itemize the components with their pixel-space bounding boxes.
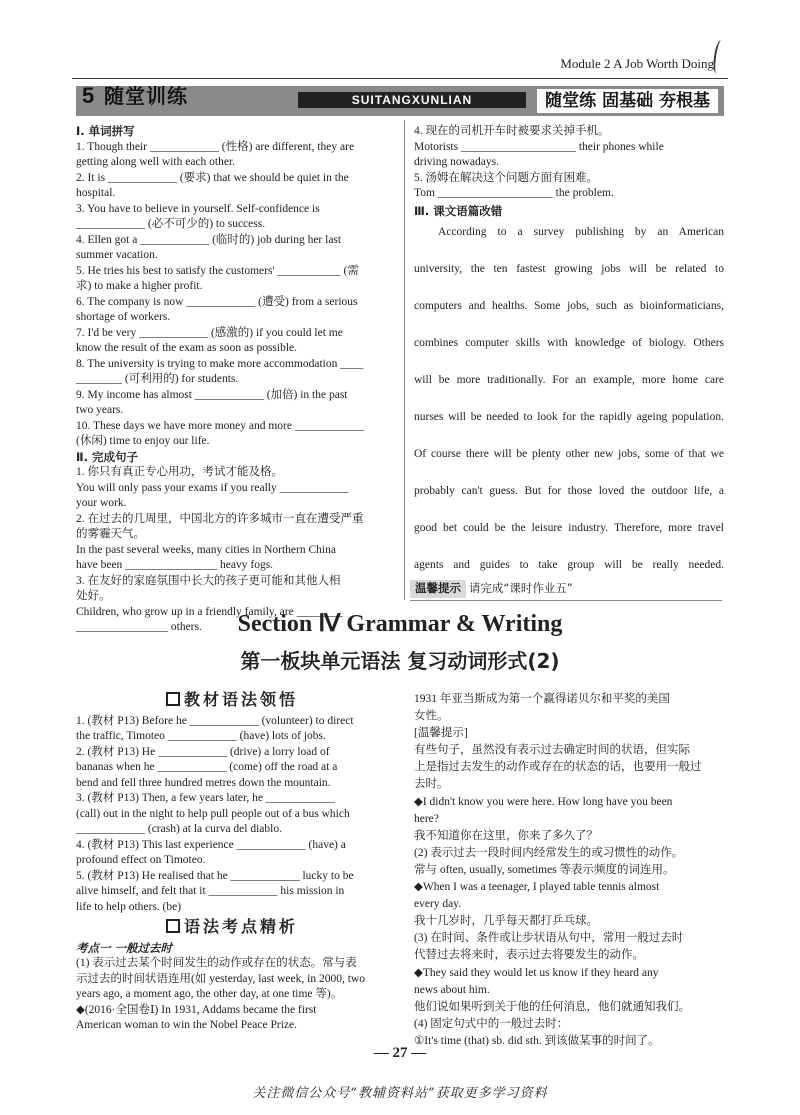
sentence-completion-continued <box>414 124 724 202</box>
grammar-line: (call) out in the night to help pull people out of a bus which <box>76 807 350 820</box>
grammar-line: 5. (教材 P13) He realised that he ____________ lucky to be <box>76 869 354 882</box>
grammar-line: ◆I didn't know you were here. How long have you been <box>414 795 673 808</box>
reminder-text: 请完成“课时作业五” <box>468 581 573 595</box>
exercise-line: 8. The university is trying to make more accommodation ____ <box>76 357 364 370</box>
grammar-line: years ago, a moment ago, the other day, at one time 等)。 <box>76 988 343 1000</box>
section-title: Section Ⅳ Grammar & Writing <box>237 611 563 637</box>
exercise-right-column <box>414 124 724 595</box>
grammar-line: life to help others. (be) <box>76 900 182 913</box>
header-rule <box>72 78 728 79</box>
book-icon <box>166 919 180 933</box>
grammar-line: (4) 固定句式中的一般过去时： <box>414 1017 569 1030</box>
module-header: Module 2 A Job Worth Doing <box>560 56 714 71</box>
grammar-line: alive himself, and felt that it ____________ his mission in <box>76 885 345 897</box>
exercise-line: have been ________________ heavy fogs. <box>76 559 274 571</box>
grammar-line: news about him. <box>414 983 490 996</box>
grammar-line: here? <box>414 812 439 825</box>
grammar-line: ____________ (crash) at la curva del diablo. <box>76 823 282 835</box>
grammar-line: 4. (教材 P13) This last experience ____________ (have) a <box>76 838 346 851</box>
exercise-line: 4. 现在的司机开车时被要求关掉手机。 <box>414 125 610 137</box>
practice-banner <box>76 83 724 116</box>
exercise-line: your work. <box>76 497 127 509</box>
textbook-grammar-title: 教材语法领悟 <box>183 690 298 709</box>
exercise-line: shortage of workers. <box>76 311 171 323</box>
exercise-line: 求) to make a higher profit. <box>76 280 203 292</box>
essay-line: Of course there will be plenty other new jobs, some of that we <box>414 448 724 460</box>
grammar-line: profound effect on Timoteo. <box>76 854 206 866</box>
grammar-left-column <box>76 692 388 1034</box>
grammar-line: ①It's time (that) sb. did sth. 到该做某事的时间了。 <box>414 1034 660 1047</box>
exercise-line: ________ (可利用的) for students. <box>76 373 239 385</box>
grammar-line: every day. <box>414 898 462 911</box>
grammar-line: 代替过去将来时，表示过去将要发生的动作。 <box>414 949 644 962</box>
grammar-line: (1) 表示过去某个时间发生的动作或存在的状态。常与表 <box>76 957 357 969</box>
grammar-line: 示过去的时间状语连用(如 yesterday, last week, in 2000, two <box>76 972 365 985</box>
exercise-line: 2. It is ____________ (要求) that we should be quiet in the <box>76 171 349 184</box>
reminder-label: 温馨提示 <box>410 580 466 598</box>
exercise-line: 6. The company is now ____________ (遭受) from a serious <box>76 295 358 308</box>
banner-pinyin: SUITANGXUNLIAN <box>298 92 526 108</box>
exercise-line: 1. Though their ____________ (性格) are different, they are <box>76 140 355 153</box>
exercise-line: (休闲) time to enjoy our life. <box>76 435 210 447</box>
grammar-line: ◆They said they would let us know if they heard any <box>414 966 659 979</box>
exercise-line: summer vacation. <box>76 249 158 261</box>
essay-line: probably can't guess. But for those loved the outdoor life, a <box>414 485 724 497</box>
essay-line: According to a survey publishing by an American <box>438 226 724 238</box>
exercise-line: 5. He tries his best to satisfy the customers' ___________ (需 <box>76 264 359 277</box>
exercise-line: You will only pass your exams if you really ____________ <box>76 481 349 494</box>
essay-line: combines computer skills with knowledge of biology. Others <box>414 337 724 349</box>
grammar-line: ◆When I was a teenager, I played table tennis almost <box>414 881 660 894</box>
exercise-line: Tom ____________________ the problem. <box>414 187 614 199</box>
word-spelling-list <box>76 140 388 450</box>
essay-line: will be more traditionally. For an example, more home care <box>414 374 724 386</box>
sentence-completion-list <box>76 465 388 636</box>
exercise-line: In the past several weeks, many cities in Northern China <box>76 543 336 556</box>
exercise-left-column <box>76 124 388 636</box>
exercise-line: 7. I'd be very ____________ (感激的) if you could let me <box>76 326 343 339</box>
banner-slogan: 随堂练 固基础 夯根基 <box>537 89 718 113</box>
grammar-line: 我不知道你在这里，你来了多久了？ <box>414 829 598 842</box>
exercise-line: hospital. <box>76 187 116 199</box>
grammar-line: 1. (教材 P13) Before he ____________ (volunteer) to direct <box>76 714 354 727</box>
grammar-line: [温馨提示] <box>414 727 468 740</box>
exercise-line: 处好。 <box>76 590 111 602</box>
exercise-line: ________________ others. <box>76 621 202 633</box>
grammar-line: 常与 often, usually, sometimes 等表示频度的词连用。 <box>414 863 675 876</box>
essay-line: agents and guides to take group will be really needed. <box>414 559 724 571</box>
reminder-bar <box>410 580 722 601</box>
exercise-line: 3. 在友好的家庭氛围中长大的孩子更可能和其他人相 <box>76 574 341 587</box>
grammar-line: 他们说如果听到关于他的任何消息，他们就通知我们。 <box>414 1000 690 1013</box>
section-word-spelling: Ⅰ. 单词拼写 <box>76 124 135 138</box>
exercise-line: 1. 你只有真正专心用功，考试才能及格。 <box>76 466 283 478</box>
section-subtitle: 第一板块单元语法 复习动词形式(2) <box>240 649 560 673</box>
exercise-line: know the result of the exam as soon as possible. <box>76 342 298 354</box>
grammar-line: 去时。 <box>414 778 449 791</box>
banner-number: 5 <box>82 83 95 108</box>
exercise-line: 9. My income has almost ____________ (加倍) in the past <box>76 388 348 401</box>
exercise-line: 3. You have to believe in yourself. Self-confidence is <box>76 202 320 215</box>
section-text-correction: Ⅲ. 课文语篇改错 <box>414 203 503 218</box>
exercise-line: 10. These days we have more money and more ____________ <box>76 419 364 432</box>
essay-line: computers and healths. Some jobs, such as bioinformaticians, <box>414 300 724 312</box>
grammar-line: 女性。 <box>414 710 449 723</box>
grammar-line: 我十几岁时，几乎每天都打乒乓球。 <box>414 915 598 928</box>
textbook-grammar-heading <box>76 692 388 708</box>
grammar-line: American woman to win the Nobel Peace Prize. <box>76 1019 297 1031</box>
grammar-notes <box>414 692 724 1049</box>
grammar-line: 2. (教材 P13) He ____________ (drive) a lorry load of <box>76 745 330 758</box>
grammar-line: 上是指过去发生的动作或存在的状态的话，也要用一般过 <box>414 761 702 774</box>
column-divider <box>404 120 405 600</box>
point-one-list <box>76 956 388 1034</box>
grammar-line: bend and fell three hundred metres down the mountain. <box>76 776 331 789</box>
grammar-right-column <box>414 692 724 1051</box>
exercise-line: two years. <box>76 404 124 416</box>
banner-title: 随堂训练 <box>104 84 188 108</box>
point-one-label: 考点一 一般过去时 <box>76 940 173 955</box>
grammar-line: bananas when he ____________ (come) off the road at a <box>76 761 338 773</box>
exercise-line: 2. 在过去的几周里，中国北方的许多城市一直在遭受严重 <box>76 512 364 525</box>
essay-line: good bet could be the leisure industry. Therefore, more travel <box>414 522 724 534</box>
exercise-line: 的雾霾天气。 <box>76 528 145 540</box>
grammar-line: the traffic, Timoteo ____________ (have) lots of jobs. <box>76 730 326 742</box>
essay-line: university, the ten fastest growing jobs will be related to <box>414 263 724 275</box>
grammar-line: (2) 表示过去一段时间内经常发生的或习惯性的动作。 <box>414 846 684 859</box>
book-icon <box>166 692 180 706</box>
grammar-line: ◆(2016·全国卷Ⅰ) In 1931, Addams became the first <box>76 1003 317 1016</box>
footer-note: 关注微信公众号“教辅资料站”获取更多学习资料 <box>252 1086 548 1101</box>
page-number: — 27 — <box>373 1045 427 1061</box>
grammar-line: (3) 在时间、条件或让步状语从句中，常用一般过去时 <box>414 932 684 945</box>
exercise-line: 5. 汤姆在解决这个问题方面有困难。 <box>414 171 598 184</box>
grammar-points-heading <box>76 919 388 935</box>
essay-line: nurses will be needed to look for the rapidly ageing population. <box>414 411 724 423</box>
grammar-line: 有些句子，虽然没有表示过去确定时间的状语，但实际 <box>414 744 690 757</box>
exercise-line: getting along well with each other. <box>76 156 236 168</box>
exercise-line: Children, who grow up in a friendly family, are ________ <box>76 605 343 618</box>
correction-essay <box>414 225 724 574</box>
grammar-line: 1931 年亚当斯成为第一个赢得诺贝尔和平奖的美国 <box>414 693 670 705</box>
exercise-line: 4. Ellen got a ____________ (临时的) job during her last <box>76 233 342 246</box>
exercise-line: ____________ (必不可少的) to success. <box>76 218 266 230</box>
section-sentence-completion: Ⅱ. 完成句子 <box>76 449 138 464</box>
grammar-line: 3. (教材 P13) Then, a few years later, he ____________ <box>76 792 335 804</box>
textbook-grammar-list <box>76 714 388 916</box>
header-ornament <box>712 39 727 74</box>
exercise-line: driving nowadays. <box>414 156 499 168</box>
grammar-points-title: 语法考点精析 <box>183 917 298 936</box>
exercise-line: Motorists ____________________ their phones while <box>414 140 664 153</box>
